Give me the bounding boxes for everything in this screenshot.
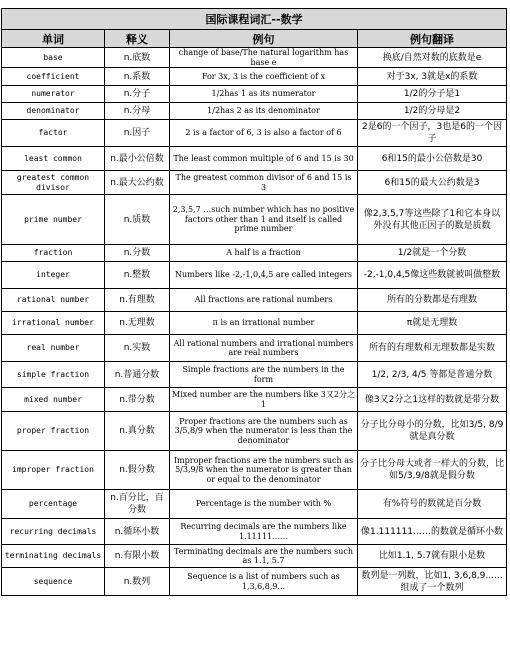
table-row xyxy=(2,362,507,388)
example-cell: 2,3,5,7 …such number which has no positive factors other than 1 and itself is called prime number xyxy=(170,195,358,245)
word-cell: base xyxy=(2,48,105,68)
meaning-cell: n.假分数 xyxy=(105,451,170,490)
translation-cell: 6和15的最小公倍数是30 xyxy=(358,147,507,171)
table-row xyxy=(2,312,507,335)
vocabulary-table xyxy=(1,8,507,596)
translation-cell: 数列是一列数，比如1, 3,6,8,9......组成了一个数列 xyxy=(358,568,507,596)
example-cell: The least common multiple of 6 and 15 is 30 xyxy=(170,147,358,171)
word-cell: irrational number xyxy=(2,312,105,335)
header-row xyxy=(2,30,507,48)
word-cell: sequence xyxy=(2,568,105,596)
word-cell: simple fraction xyxy=(2,362,105,388)
header-translation: 例句翻译 xyxy=(358,30,507,48)
translation-cell: 像1.111111……的数就是循环小数 xyxy=(358,519,507,545)
example-cell: For 3x, 3 is the coefficient of x xyxy=(170,68,358,86)
word-cell: integer xyxy=(2,262,105,289)
table-row xyxy=(2,289,507,312)
table-row xyxy=(2,120,507,147)
word-cell: numerator xyxy=(2,86,105,103)
table-row xyxy=(2,568,507,596)
meaning-cell: n.最小公倍数 xyxy=(105,147,170,171)
header-meaning: 释义 xyxy=(105,30,170,48)
word-cell: rational number xyxy=(2,289,105,312)
meaning-cell: n.百分比，百分数 xyxy=(105,490,170,519)
header-example: 例句 xyxy=(170,30,358,48)
translation-cell: 所有的有理数和无理数都是实数 xyxy=(358,335,507,362)
translation-cell: 所有的分数都是有理数 xyxy=(358,289,507,312)
translation-cell: 2是6的一个因子，3也是6的一个因子 xyxy=(358,120,507,147)
meaning-cell: n.最大公约数 xyxy=(105,171,170,195)
translation-cell: 换底/自然对数的底数是e xyxy=(358,48,507,68)
word-cell: recurring decimals xyxy=(2,519,105,545)
word-cell: terminating decimals xyxy=(2,545,105,568)
translation-cell: 1/2的分子是1 xyxy=(358,86,507,103)
example-cell: The greatest common divisor of 6 and 15 is 3 xyxy=(170,171,358,195)
translation-cell: 1/2, 2/3, 4/5 等都是普通分数 xyxy=(358,362,507,388)
translation-cell: 像3又2分之1这样的数就是带分数 xyxy=(358,388,507,412)
example-cell: Proper fractions are the numbers such as 3/5,8/9 when the numerator is less than the denominator xyxy=(170,412,358,451)
meaning-cell: n.分子 xyxy=(105,86,170,103)
table-row xyxy=(2,451,507,490)
translation-cell: π就是无理数 xyxy=(358,312,507,335)
table-row xyxy=(2,68,507,86)
table-row xyxy=(2,519,507,545)
example-cell: All rational numbers and irrational numbers are real numbers xyxy=(170,335,358,362)
meaning-cell: n.质数 xyxy=(105,195,170,245)
example-cell: Percentage is the number with % xyxy=(170,490,358,519)
meaning-cell: n.有限小数 xyxy=(105,545,170,568)
translation-cell: 1/2就是一个分数 xyxy=(358,245,507,262)
table-row xyxy=(2,103,507,120)
word-cell: mixed number xyxy=(2,388,105,412)
table-body xyxy=(2,48,507,596)
table-row xyxy=(2,262,507,289)
example-cell: Mixed number are the numbers like 3又2分之1 xyxy=(170,388,358,412)
meaning-cell: n.循环小数 xyxy=(105,519,170,545)
example-cell: 1/2has 2 as its denominator xyxy=(170,103,358,120)
table-row xyxy=(2,245,507,262)
table-row xyxy=(2,412,507,451)
table-row xyxy=(2,388,507,412)
translation-cell: 比如1.1, 5.7就有限小是数 xyxy=(358,545,507,568)
word-cell: percentage xyxy=(2,490,105,519)
example-cell: A half is a fraction xyxy=(170,245,358,262)
example-cell: Simple fractions are the numbers in the form xyxy=(170,362,358,388)
translation-cell: 1/2的分母是2 xyxy=(358,103,507,120)
table-row xyxy=(2,48,507,68)
table-row xyxy=(2,195,507,245)
example-cell: 1/2has 1 as its numerator xyxy=(170,86,358,103)
word-cell: coefficient xyxy=(2,68,105,86)
word-cell: greatest common divisor xyxy=(2,171,105,195)
meaning-cell: n.有理数 xyxy=(105,289,170,312)
table-row xyxy=(2,490,507,519)
meaning-cell: n.数列 xyxy=(105,568,170,596)
translation-cell: 有%符号的数就是百分数 xyxy=(358,490,507,519)
translation-cell: 对于3x, 3就是x的系数 xyxy=(358,68,507,86)
meaning-cell: n.真分数 xyxy=(105,412,170,451)
meaning-cell: n.普通分数 xyxy=(105,362,170,388)
translation-cell: 6和15的最大公约数是3 xyxy=(358,171,507,195)
example-cell: All fractions are rational numbers xyxy=(170,289,358,312)
word-cell: denominator xyxy=(2,103,105,120)
example-cell: Terminating decimals are the numbers such as 1.1, 5.7 xyxy=(170,545,358,568)
word-cell: factor xyxy=(2,120,105,147)
example-cell: π is an irrational number xyxy=(170,312,358,335)
translation-cell: 分子比分母小的分数，比如3/5, 8/9就是真分数 xyxy=(358,412,507,451)
meaning-cell: n.分母 xyxy=(105,103,170,120)
table-row xyxy=(2,335,507,362)
meaning-cell: n.整数 xyxy=(105,262,170,289)
table-row xyxy=(2,86,507,103)
translation-cell: 分子比分母大或者一样大的分数，比如5/3,9/8就是假分数 xyxy=(358,451,507,490)
meaning-cell: n.分数 xyxy=(105,245,170,262)
example-cell: Sequence is a list of numbers such as 1,3,6,8,9... xyxy=(170,568,358,596)
word-cell: prime number xyxy=(2,195,105,245)
table-row xyxy=(2,545,507,568)
word-cell: proper fraction xyxy=(2,412,105,451)
example-cell: Numbers like -2,-1,0,4,5 are called integers xyxy=(170,262,358,289)
translation-cell: -2,-1,0,4,5像这些数就被叫做整数 xyxy=(358,262,507,289)
meaning-cell: n.底数 xyxy=(105,48,170,68)
meaning-cell: n.实数 xyxy=(105,335,170,362)
translation-cell: 像2,3,5,7等这些除了1和它本身以外没有其他正因子的数是质数 xyxy=(358,195,507,245)
meaning-cell: n.带分数 xyxy=(105,388,170,412)
word-cell: least common xyxy=(2,147,105,171)
example-cell: 2 is a factor of 6, 3 is also a factor of 6 xyxy=(170,120,358,147)
example-cell: Improper fractions are the numbers such as 5/3,9/8 when the numerator is greater than or equal to the denominator xyxy=(170,451,358,490)
word-cell: fraction xyxy=(2,245,105,262)
table-row xyxy=(2,147,507,171)
example-cell: change of base/The natural logarithm has base e xyxy=(170,48,358,68)
table-title: 国际课程词汇--数学 xyxy=(2,9,507,30)
example-cell: Recurring decimals are the numbers like 1.11111…… xyxy=(170,519,358,545)
word-cell: real number xyxy=(2,335,105,362)
meaning-cell: n.系数 xyxy=(105,68,170,86)
word-cell: improper fraction xyxy=(2,451,105,490)
table-row xyxy=(2,171,507,195)
header-word: 单词 xyxy=(2,30,105,48)
meaning-cell: n.无理数 xyxy=(105,312,170,335)
meaning-cell: n.因子 xyxy=(105,120,170,147)
